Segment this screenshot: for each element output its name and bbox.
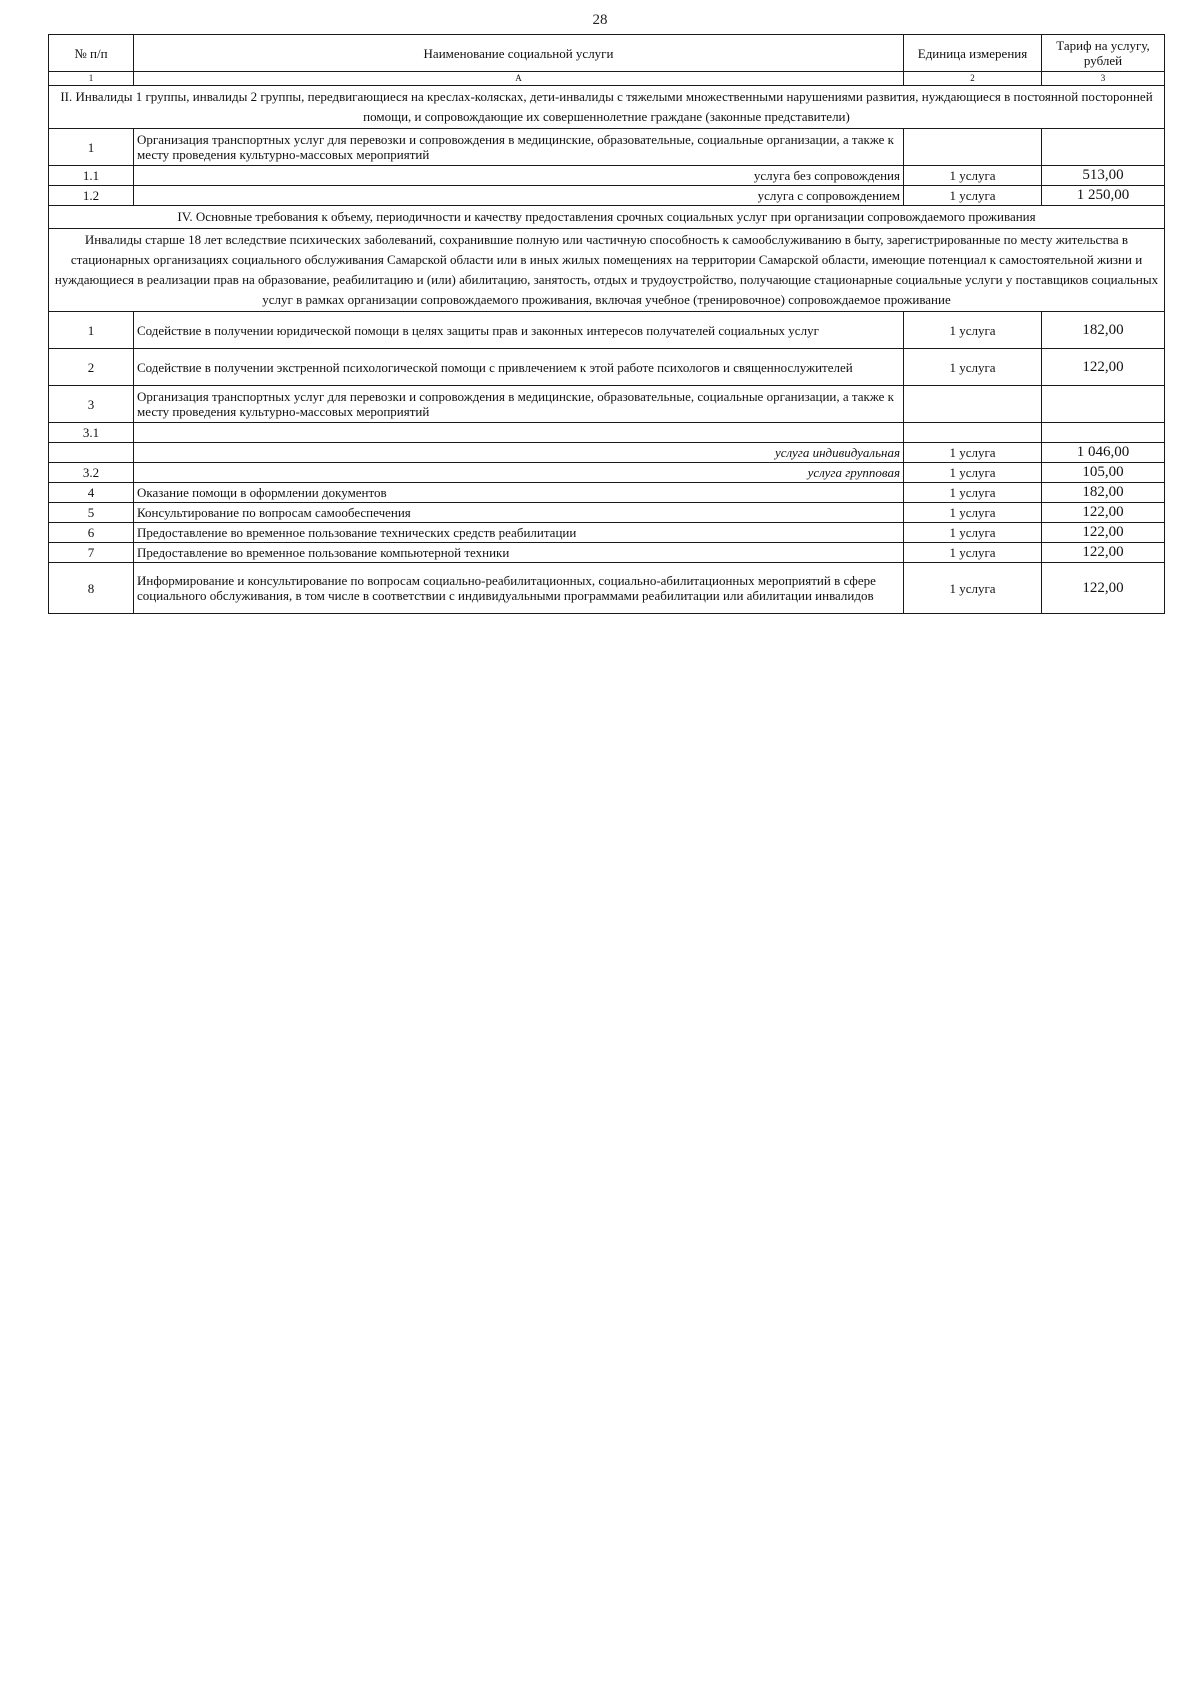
row-name: Информирование и консультирование по вопросам социально-реабилитационных, социально-абилитационных мероприятий в сфере социального обслуживания, в том числе в соответствии с индивидуальными программами реабилитации или абилитации инвалидов	[134, 563, 904, 614]
row-name: услуга без сопровождения	[134, 166, 904, 186]
table-header-row	[49, 35, 1165, 72]
row-no: 3.1	[49, 423, 134, 443]
row-tariff	[1042, 129, 1165, 166]
index-no: 1	[49, 72, 134, 86]
section-4-subtitle: Инвалиды старше 18 лет вследствие психических заболеваний, сохранившие полную или частичную способность к самообслуживанию в быту, зарегистрированные по месту жительства в стационарных организациях социального обслуживания Самарской области или в иных жилых помещениях на территории Самарской области, имеющие потенциал к самостоятельной жизни и нуждающиеся в реализации прав на образование, реабилитацию и (или) абилитацию, занятость, отдых и трудоустройство, получающие стационарные социальные услуги у поставщиков социальных услуг в рамках организации сопровождаемого проживания, включая учебное (тренировочное) сопровождаемое проживание	[49, 229, 1165, 312]
row-tariff: 513,00	[1042, 166, 1165, 186]
row-tariff: 122,00	[1042, 543, 1165, 563]
section-4-subheading	[49, 229, 1165, 312]
row-unit: 1 услуга	[904, 523, 1042, 543]
row-unit	[904, 423, 1042, 443]
index-unit: 2	[904, 72, 1042, 86]
section-2-heading	[49, 86, 1165, 129]
row-unit	[904, 386, 1042, 423]
table-row	[49, 463, 1165, 483]
table-row	[49, 563, 1165, 614]
section-4-heading	[49, 206, 1165, 229]
column-index-row	[49, 72, 1165, 86]
row-unit	[904, 129, 1042, 166]
table-row	[49, 443, 1165, 463]
row-unit: 1 услуга	[904, 443, 1042, 463]
table-row	[49, 349, 1165, 386]
table-row	[49, 186, 1165, 206]
tariff-table	[48, 34, 1165, 614]
row-no: 6	[49, 523, 134, 543]
row-unit: 1 услуга	[904, 349, 1042, 386]
row-name	[134, 423, 904, 443]
header-no: № п/п	[49, 35, 134, 72]
row-unit: 1 услуга	[904, 483, 1042, 503]
header-unit: Единица измерения	[904, 35, 1042, 72]
table-row	[49, 129, 1165, 166]
row-name: Содействие в получении юридической помощи в целях защиты прав и законных интересов получателей социальных услуг	[134, 312, 904, 349]
row-unit: 1 услуга	[904, 503, 1042, 523]
row-no: 3.2	[49, 463, 134, 483]
row-name: Оказание помощи в оформлении документов	[134, 483, 904, 503]
table-row	[49, 423, 1165, 443]
row-unit: 1 услуга	[904, 186, 1042, 206]
row-tariff	[1042, 386, 1165, 423]
row-tariff: 122,00	[1042, 349, 1165, 386]
section-2-title: II. Инвалиды 1 группы, инвалиды 2 группы, передвигающиеся на креслах-колясках, дети-инвалиды с тяжелыми множественными нарушениями развития, нуждающиеся в постоянной посторонней помощи, и сопровождающие их совершеннолетние граждане (законные представители)	[49, 86, 1165, 129]
row-name: Предоставление во временное пользование технических средств реабилитации	[134, 523, 904, 543]
row-unit: 1 услуга	[904, 543, 1042, 563]
row-no: 1.2	[49, 186, 134, 206]
row-tariff	[1042, 423, 1165, 443]
row-tariff: 182,00	[1042, 483, 1165, 503]
row-no: 1	[49, 129, 134, 166]
row-name: услуга групповая	[134, 463, 904, 483]
row-no: 1	[49, 312, 134, 349]
section-4-title: IV. Основные требования к объему, периодичности и качеству предоставления срочных социальных услуг при организации сопровождаемого проживания	[49, 206, 1165, 229]
row-unit: 1 услуга	[904, 563, 1042, 614]
row-name: Консультирование по вопросам самообеспечения	[134, 503, 904, 523]
header-name: Наименование социальной услуги	[134, 35, 904, 72]
table-row	[49, 523, 1165, 543]
row-name: Предоставление во временное пользование компьютерной техники	[134, 543, 904, 563]
row-no: 8	[49, 563, 134, 614]
row-no	[49, 443, 134, 463]
table-row	[49, 312, 1165, 349]
row-name: услуга с сопровождением	[134, 186, 904, 206]
row-name: услуга индивидуальная	[134, 443, 904, 463]
row-no: 3	[49, 386, 134, 423]
row-tariff: 1 250,00	[1042, 186, 1165, 206]
row-no: 4	[49, 483, 134, 503]
row-tariff: 122,00	[1042, 503, 1165, 523]
row-no: 7	[49, 543, 134, 563]
row-unit: 1 услуга	[904, 312, 1042, 349]
table-row	[49, 386, 1165, 423]
row-name: Содействие в получении экстренной психологической помощи с привлечением к этой работе психологов и священнослужителей	[134, 349, 904, 386]
row-unit: 1 услуга	[904, 463, 1042, 483]
row-no: 1.1	[49, 166, 134, 186]
table-row	[49, 543, 1165, 563]
row-no: 2	[49, 349, 134, 386]
row-tariff: 122,00	[1042, 563, 1165, 614]
header-tariff: Тариф на услугу, рублей	[1042, 35, 1165, 72]
table-row	[49, 483, 1165, 503]
row-tariff: 105,00	[1042, 463, 1165, 483]
index-name: А	[134, 72, 904, 86]
table-row	[49, 503, 1165, 523]
row-unit: 1 услуга	[904, 166, 1042, 186]
row-name: Организация транспортных услуг для перевозки и сопровождения в медицинские, образовательные, социальные организации, а также к месту проведения культурно-массовых мероприятий	[134, 386, 904, 423]
row-tariff: 182,00	[1042, 312, 1165, 349]
index-tariff: 3	[1042, 72, 1165, 86]
page-number: 28	[592, 12, 608, 28]
row-no: 5	[49, 503, 134, 523]
row-name: Организация транспортных услуг для перевозки и сопровождения в медицинские, образовательные, социальные организации, а также к месту проведения культурно-массовых мероприятий	[134, 129, 904, 166]
row-tariff: 1 046,00	[1042, 443, 1165, 463]
row-tariff: 122,00	[1042, 523, 1165, 543]
table-row	[49, 166, 1165, 186]
